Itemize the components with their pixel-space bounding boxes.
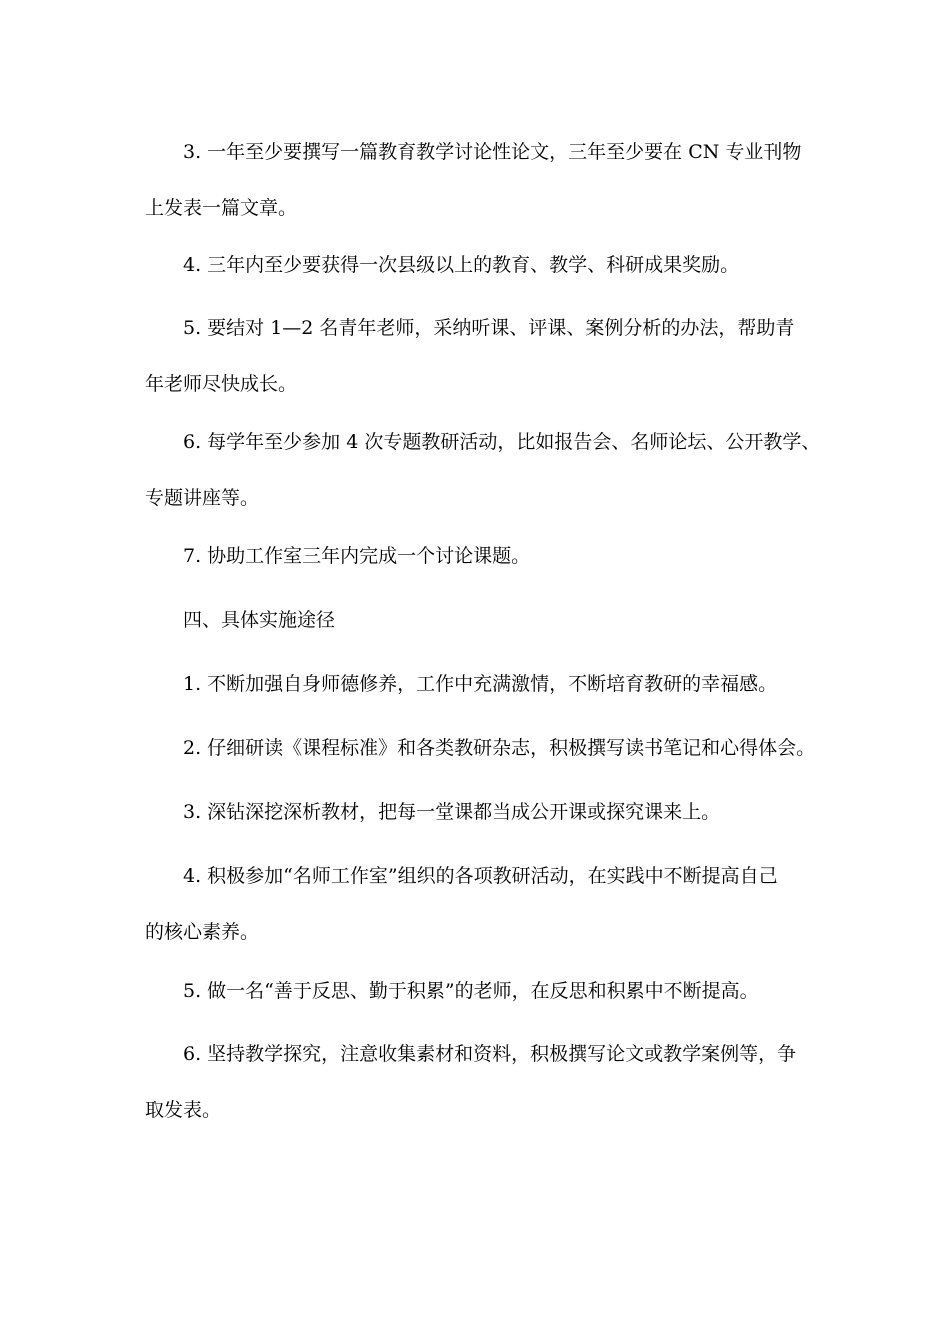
paragraph-line: 上发表一篇文章。 bbox=[145, 197, 298, 219]
paragraph-line: 专题讲座等。 bbox=[145, 487, 260, 509]
paragraph-path-3 bbox=[145, 784, 815, 840]
paragraph-goal-5 bbox=[145, 300, 815, 412]
paragraph-line: 4. 积极参加“名师工作室”组织的各项教研活动，在实践中不断提高自己 bbox=[183, 865, 778, 887]
paragraph-line: 年老师尽快成长。 bbox=[145, 373, 298, 395]
paragraph-path-2 bbox=[145, 720, 815, 776]
paragraph-goal-4 bbox=[145, 237, 815, 293]
paragraph-path-6 bbox=[145, 1026, 815, 1138]
heading-text: 四、具体实施途径 bbox=[183, 609, 336, 631]
paragraph-line: 1. 不断加强自身师德修养，工作中充满激情，不断培育教研的幸福感。 bbox=[183, 673, 778, 695]
paragraph-path-4 bbox=[145, 848, 815, 960]
paragraph-line: 6. 每学年至少参加 4 次专题教研活动，比如报告会、名师论坛、公开教学、 bbox=[183, 431, 821, 453]
paragraph-path-5 bbox=[145, 963, 815, 1019]
section-heading bbox=[145, 592, 815, 648]
paragraph-line: 7. 协助工作室三年内完成一个讨论课题。 bbox=[183, 545, 531, 567]
paragraph-goal-3 bbox=[145, 124, 815, 236]
paragraph-line: 3. 深钻深挖深析教材，把每一堂课都当成公开课或探究课来上。 bbox=[183, 801, 721, 823]
paragraph-line: 6. 坚持教学探究，注意收集素材和资料，积极撰写论文或教学案例等，争 bbox=[183, 1043, 797, 1065]
paragraph-line: 取发表。 bbox=[145, 1099, 222, 1121]
paragraph-line: 3. 一年至少要撰写一篇教育教学讨论性论文，三年至少要在 CN 专业刊物 bbox=[183, 141, 802, 163]
paragraph-goal-7 bbox=[145, 528, 815, 584]
paragraph-line: 5. 做一名“善于反思、勤于积累”的老师，在反思和积累中不断提高。 bbox=[183, 980, 759, 1002]
paragraph-line: 4. 三年内至少要获得一次县级以上的教育、教学、科研成果奖励。 bbox=[183, 254, 740, 276]
paragraph-goal-6 bbox=[145, 414, 821, 526]
paragraph-path-1 bbox=[145, 656, 815, 712]
paragraph-line: 的核心素养。 bbox=[145, 921, 260, 943]
paragraph-line: 5. 要结对 1—2 名青年老师，采纳听课、评课、案例分析的办法，帮助青 bbox=[183, 317, 795, 339]
paragraph-line: 2. 仔细研读《课程标准》和各类教研杂志，积极撰写读书笔记和心得体会。 bbox=[183, 737, 816, 759]
